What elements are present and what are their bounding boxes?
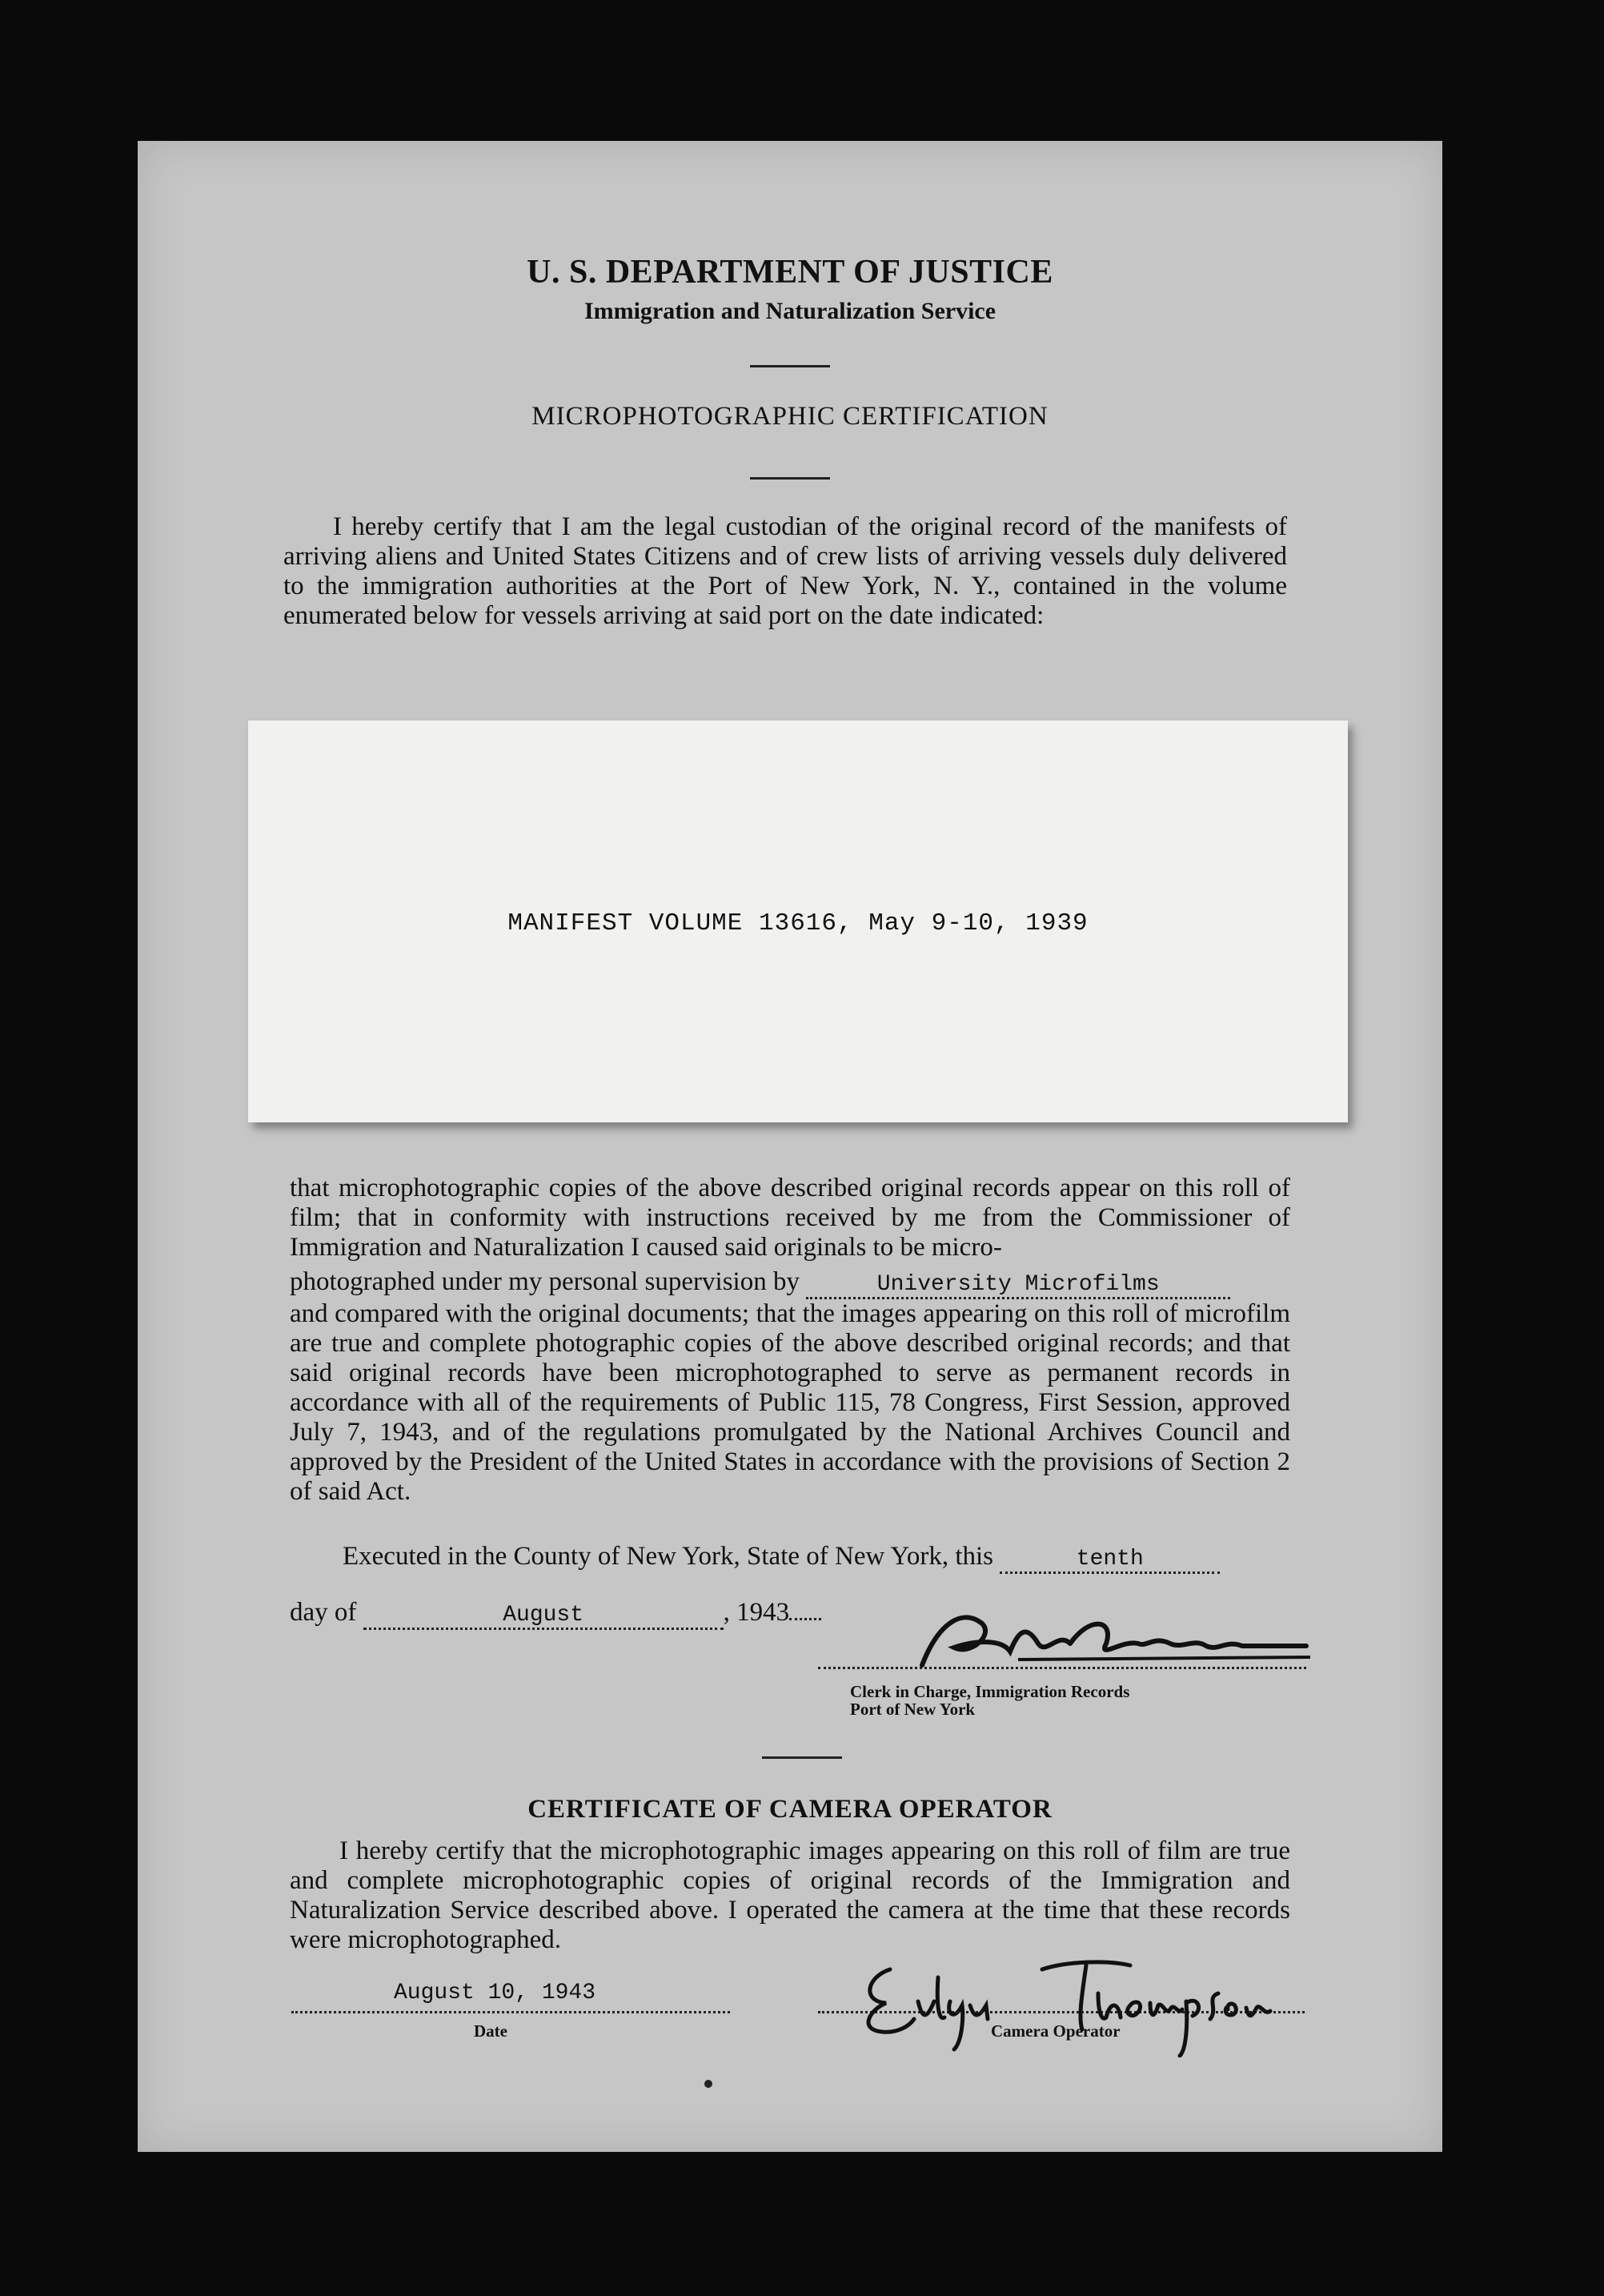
operator-date-value: August 10, 1943 [394, 1981, 596, 2005]
certification-body: that microphotographic copies of the above described original records appear on this roll of film; that in conformity with instructions received by me from the Commissioner of Immigration and Naturalization I caused said originals to be micro- photographed under my personal supervision by University Microfilms and compared with the original documents; that the images appearing on this roll of microfilm are true and complete photographic copies of the above described original records; and that said original records have been microphotographed to serve as permanent records in accordance with all of the requirements of Public 115, 78 Congress, First Session, approved July 7, 1943, and of the regulations promulgated by the National Archives Council and approved by the President of the United States in accordance with the provisions of Section 2 of said Act. [290, 1174, 1290, 1506]
executed-line: Executed in the County of New York, State of New York, this tenth [343, 1542, 1220, 1574]
department-heading: U. S. DEPARTMENT OF JUSTICE [527, 254, 1053, 291]
camera-operator-label: Camera Operator [991, 2021, 1121, 2041]
divider [762, 1756, 842, 1759]
manifest-volume-card [248, 721, 1348, 1122]
date-line [291, 2011, 730, 2013]
camera-operator-paragraph: I hereby certify that the microphotographic images appearing on this roll of film are true and complete microphotographic copies of original records of the Immigration and Naturalization Service described above. I operated the camera at the time that these records were microphotographed. [290, 1836, 1290, 1954]
clerk-title: Clerk in Charge, Immigration Records Port of New York [850, 1682, 1130, 1719]
manifest-volume-text: MANIFEST VOLUME 13616, May 9-10, 1939 [507, 909, 1089, 937]
certification-title: MICROPHOTOGRAPHIC CERTIFICATION [531, 402, 1049, 431]
service-subheading: Immigration and Naturalization Service [583, 298, 996, 324]
clerk-signature [906, 1600, 1322, 1680]
intro-paragraph: I hereby certify that I am the legal custodian of the original record of the manifests of arriving aliens and United States Citizens and of crew lists of arriving vessels duly delivered to the immigration authorities at the Port of New York, N. Y., contained in the volume enumerated below for vessels arriving at said port on the date indicated: [283, 512, 1287, 630]
camera-operator-title: CERTIFICATE OF CAMERA OPERATOR [527, 1795, 1053, 1824]
divider [750, 477, 830, 480]
supervision-line: photographed under my personal supervision by University Microfilms [290, 1267, 1290, 1299]
hole-punch-dot [704, 2080, 712, 2088]
date-label: Date [474, 2021, 507, 2041]
month-field: August [363, 1604, 724, 1630]
supervisor-field: University Microfilms [806, 1273, 1230, 1299]
operator-signature [842, 1945, 1290, 2057]
divider [750, 365, 830, 367]
day-field: tenth [1000, 1547, 1220, 1574]
certificate-page [138, 141, 1442, 2152]
day-of-line: day of August , 1943 [290, 1598, 821, 1630]
